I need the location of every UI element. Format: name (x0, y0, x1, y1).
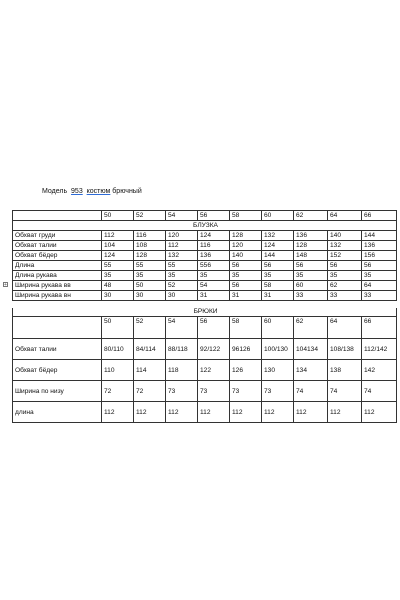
size-header-cell: 54 (166, 317, 198, 339)
measure-value: 140 (230, 251, 262, 261)
measure-label: Обхват груди (13, 231, 102, 241)
measure-value: 108 (134, 241, 166, 251)
measure-value: 35 (198, 271, 230, 281)
measure-value: 144 (362, 231, 397, 241)
measure-value: 55 (166, 261, 198, 271)
measure-value: 122 (198, 360, 230, 381)
measure-value: 52 (166, 281, 198, 291)
section-title-trousers: БРЮКИ (13, 308, 397, 317)
size-header-cell: 64 (328, 211, 362, 221)
title-prefix: Модель (42, 188, 68, 195)
measure-value: 138 (328, 360, 362, 381)
table-row (13, 339, 397, 360)
measure-value: 144 (262, 251, 294, 261)
measure-value: 72 (102, 381, 134, 402)
size-header-row (13, 211, 397, 221)
measure-value: 31 (230, 291, 262, 301)
document-title (42, 188, 142, 195)
measure-label: Обхват бёдер (13, 251, 102, 261)
measure-label: Длина рукава (13, 271, 102, 281)
measure-value: 74 (362, 381, 397, 402)
measure-value: 112 (166, 241, 198, 251)
measure-label: Ширина рукава вн (13, 291, 102, 301)
measure-value: 56 (328, 261, 362, 271)
measure-value: 124 (198, 231, 230, 241)
section-row (13, 308, 397, 317)
measure-value: 73 (230, 381, 262, 402)
measure-value: 556 (198, 261, 230, 271)
measure-value: 136 (362, 241, 397, 251)
header-blank-cell (13, 317, 102, 339)
measure-value: 35 (362, 271, 397, 281)
size-header-cell: 62 (294, 317, 328, 339)
table-row (13, 251, 397, 261)
measure-value: 132 (166, 251, 198, 261)
measure-value: 108/138 (328, 339, 362, 360)
section-title-blouse: БЛУЗКА (13, 221, 397, 231)
measure-value: 116 (134, 231, 166, 241)
measure-value: 132 (262, 231, 294, 241)
measure-value: 72 (134, 381, 166, 402)
measure-value: 55 (134, 261, 166, 271)
measure-value: 33 (328, 291, 362, 301)
table-row (13, 402, 397, 423)
header-blank-cell (13, 211, 102, 221)
table-row (13, 261, 397, 271)
measure-value: 114 (134, 360, 166, 381)
measure-value: 56 (294, 261, 328, 271)
title-suffix: брючный (112, 188, 142, 195)
measure-value: 80/110 (102, 339, 134, 360)
measure-value: 50 (134, 281, 166, 291)
measure-value: 104134 (294, 339, 328, 360)
measure-value: 112 (230, 402, 262, 423)
measure-value: 112 (102, 231, 134, 241)
measure-value: 130 (262, 360, 294, 381)
measure-value: 30 (102, 291, 134, 301)
measure-value: 100/130 (262, 339, 294, 360)
measure-value: 35 (262, 271, 294, 281)
measure-value: 112 (166, 402, 198, 423)
measure-value: 88/118 (166, 339, 198, 360)
measure-value: 64 (362, 281, 397, 291)
measure-value: 112 (198, 402, 230, 423)
measure-value: 31 (262, 291, 294, 301)
measure-value: 35 (230, 271, 262, 281)
measure-value: 118 (166, 360, 198, 381)
measure-value: 92/122 (198, 339, 230, 360)
measure-value: 30 (134, 291, 166, 301)
measure-label: Ширина рукава вв (13, 281, 102, 291)
measure-value: 120 (230, 241, 262, 251)
size-header-cell: 52 (134, 211, 166, 221)
measure-value: 35 (134, 271, 166, 281)
measure-value: 156 (362, 251, 397, 261)
table-row (13, 281, 397, 291)
measure-value: 128 (294, 241, 328, 251)
blouse-size-table (12, 210, 397, 301)
measure-value: 48 (102, 281, 134, 291)
measure-value: 126 (230, 360, 262, 381)
measure-value: 112 (134, 402, 166, 423)
table-row (13, 231, 397, 241)
measure-value: 73 (166, 381, 198, 402)
measure-value: 134 (294, 360, 328, 381)
measure-value: 104 (102, 241, 134, 251)
measure-value: 116 (198, 241, 230, 251)
measure-value: 136 (294, 231, 328, 241)
measure-value: 96126 (230, 339, 262, 360)
size-header-cell: 56 (198, 211, 230, 221)
measure-value: 110 (102, 360, 134, 381)
measure-label: длина (13, 402, 102, 423)
measure-value: 84/114 (134, 339, 166, 360)
measure-value: 74 (328, 381, 362, 402)
size-header-cell: 58 (230, 317, 262, 339)
measure-value: 30 (166, 291, 198, 301)
size-header-cell: 52 (134, 317, 166, 339)
measure-value: 152 (328, 251, 362, 261)
measure-value: 73 (198, 381, 230, 402)
measure-value: 120 (166, 231, 198, 241)
measure-value: 136 (198, 251, 230, 261)
measure-value: 56 (230, 261, 262, 271)
size-header-cell: 54 (166, 211, 198, 221)
model-number: 953 (71, 188, 83, 195)
measure-value: 55 (102, 261, 134, 271)
measure-label: Ширина по низу (13, 381, 102, 402)
measure-value: 54 (198, 281, 230, 291)
measure-value: 148 (294, 251, 328, 261)
size-header-cell: 56 (198, 317, 230, 339)
measure-value: 35 (328, 271, 362, 281)
measure-value: 112 (102, 402, 134, 423)
table-row (13, 291, 397, 301)
size-header-row (13, 317, 397, 339)
size-header-cell: 66 (362, 211, 397, 221)
measure-value: 124 (102, 251, 134, 261)
measure-value: 124 (262, 241, 294, 251)
measure-value: 142 (362, 360, 397, 381)
measure-label: Обхват талии (13, 339, 102, 360)
measure-label: Длина (13, 261, 102, 271)
size-header-cell: 64 (328, 317, 362, 339)
measure-value: 31 (198, 291, 230, 301)
measure-value: 140 (328, 231, 362, 241)
measure-label: Обхват бёдер (13, 360, 102, 381)
measure-value: 56 (230, 281, 262, 291)
measure-value: 128 (230, 231, 262, 241)
measure-value: 35 (102, 271, 134, 281)
section-row (13, 221, 397, 231)
size-header-cell: 58 (230, 211, 262, 221)
measure-value: 112/142 (362, 339, 397, 360)
measure-value: 128 (134, 251, 166, 261)
size-header-cell: 50 (102, 317, 134, 339)
measure-value: 74 (294, 381, 328, 402)
table-row (13, 271, 397, 281)
measure-value: 132 (328, 241, 362, 251)
title-product: костюм (86, 188, 111, 195)
measure-value: 35 (166, 271, 198, 281)
measure-value: 112 (362, 402, 397, 423)
size-header-cell: 50 (102, 211, 134, 221)
measure-value: 62 (328, 281, 362, 291)
size-header-cell: 66 (362, 317, 397, 339)
measure-value: 35 (294, 271, 328, 281)
trousers-size-table (12, 308, 397, 423)
measure-value: 56 (362, 261, 397, 271)
move-anchor-icon[interactable]: + (4, 282, 7, 288)
measure-value: 58 (262, 281, 294, 291)
table-row (13, 360, 397, 381)
measure-value: 112 (294, 402, 328, 423)
measure-value: 112 (328, 402, 362, 423)
measure-value: 33 (362, 291, 397, 301)
measure-value: 112 (262, 402, 294, 423)
measure-value: 56 (262, 261, 294, 271)
size-header-cell: 62 (294, 211, 328, 221)
measure-value: 60 (294, 281, 328, 291)
table-row (13, 381, 397, 402)
table-row (13, 241, 397, 251)
size-header-cell: 60 (262, 211, 294, 221)
measure-label: Обхват талии (13, 241, 102, 251)
measure-value: 73 (262, 381, 294, 402)
size-header-cell: 60 (262, 317, 294, 339)
measure-value: 33 (294, 291, 328, 301)
